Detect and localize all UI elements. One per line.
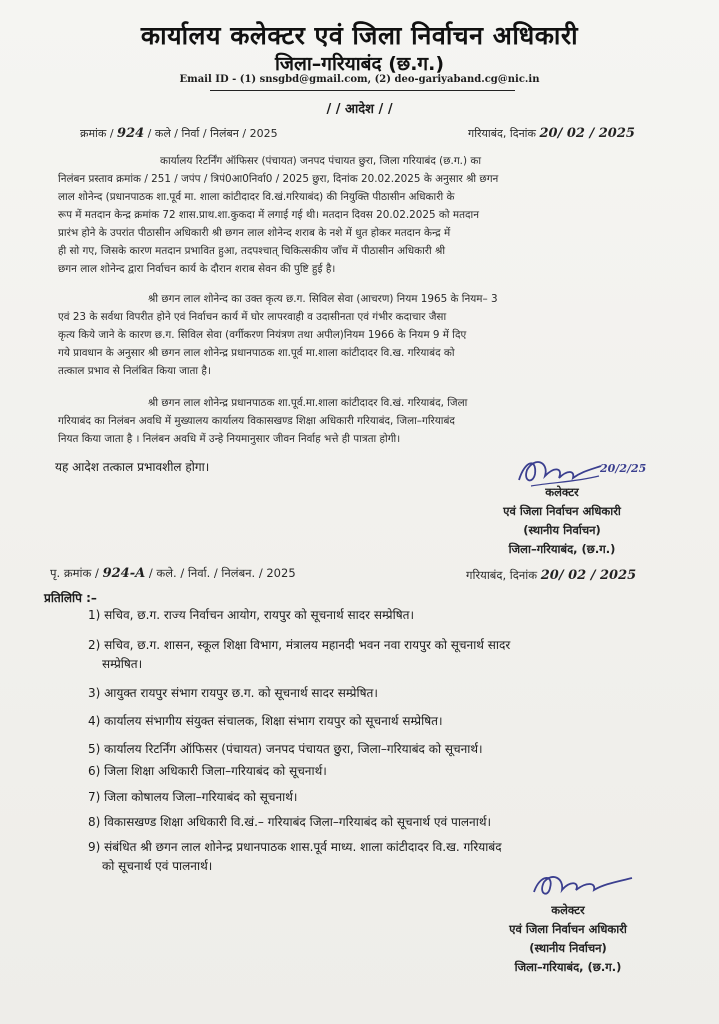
- copy-item: [88, 813, 648, 832]
- order-ref-number: 924: [117, 126, 145, 141]
- order-ref: [80, 126, 278, 141]
- signature-1-date: 20/2/25: [600, 462, 647, 475]
- signature-1-unit: (स्थानीय निर्वाचन): [523, 523, 601, 537]
- para1-line: प्रारंभ होने के उपरांत पीठासीन अधिकारी श्री छगन लाल शोनेन्द शराब के नशे में धुत होकर मतदान केन्द्र में: [58, 227, 451, 239]
- para3-line: नियत किया जाता है । निलंबन अवधि में उन्हे नियमानुसार जीवन निर्वाह भत्ते ही पात्रता होगी।: [58, 433, 401, 445]
- para1-line: ही सो गए, जिसके कारण मतदान प्रभावित हुआ, तदपश्चात् चिकित्सकीय जाँच में पीठासीन अधिकारी श्री: [58, 245, 446, 257]
- copy-item: [88, 788, 648, 807]
- para1-line: निलंबन प्रस्ताव क्रमांक / 251 / जपंप / त्रिपं0आ0निर्वा0 / 2025 छुरा, दिनांक 20.02.2025 के अनुसार श्री छगन: [58, 173, 499, 185]
- signature-2-block: [458, 901, 678, 977]
- order-ref-suffix: / कले / निर्वा / निलंबन / 2025: [147, 127, 278, 140]
- signature-1-designation: एवं जिला निर्वाचन अधिकारी: [503, 504, 621, 518]
- copy-item-text: 9) संबंधित श्री छगन लाल शोनेन्द्र प्रधानपाठक शास.पूर्व माध्य. शाला कांटीदादर वि.ख. गरियाबंद: [88, 840, 502, 854]
- copy-title: प्रतिलिपि :–: [44, 591, 97, 605]
- copy-item-text: 8) विकासखण्ड शिक्षा अधिकारी वि.खं.– गरियाबंद जिला–गरियाबंद को सूचनार्थ एवं पालनार्थ।: [88, 815, 492, 829]
- order-date-value: 20/ 02 / 2025: [539, 126, 635, 141]
- endorsement-ref: [50, 566, 296, 581]
- order-ref-prefix: क्रमांक /: [80, 127, 114, 140]
- header-divider: [210, 90, 515, 91]
- para3-line: श्री छगन लाल शोनेन्द्र प्रधानपाठक शा.पूर्व.मा.शाला कांटीदादर वि.खं. गरियाबंद, जिला: [148, 397, 468, 409]
- order-date-prefix: गरियाबंद, दिनांक: [468, 127, 536, 140]
- copy-item-text: 7) जिला कोषालय जिला–गरियाबंद को सूचनार्थ।: [88, 790, 298, 804]
- para1-line: कार्यालय रिटर्निंग ऑफिसर (पंचायत) जनपद पंचायत छुरा, जिला गरियाबंद (छ.ग.) का: [160, 155, 482, 167]
- copy-item-text: सम्प्रेषित।: [102, 657, 143, 671]
- email-line: Email ID - (1) snsgbd@gmail.com, (2) deo-gariyaband.cg@nic.in: [179, 74, 540, 85]
- copy-item-text: 2) सचिव, छ.ग. शासन, स्कूल शिक्षा विभाग, मंत्रालय महानदी भवन नवा रायपुर को सूचनार्थ सादर: [88, 638, 511, 652]
- signature-1-district: जिला–गरियाबंद, (छ.ग.): [508, 542, 616, 556]
- para2-line: श्री छगन लाल शोनेन्द का उक्त कृत्य छ.ग. सिविल सेवा (आचरण) नियम 1965 के नियम– 3: [148, 293, 498, 305]
- order-date: [468, 126, 635, 141]
- copy-item-text: 3) आयुक्त रायपुर संभाग रायपुर छ.ग. को सूचनार्थ सादर सम्प्रेषित।: [88, 686, 378, 700]
- para1-line: रूप में मतदान केन्द्र क्रमांक 72 शास.प्राथ.शा.कुकदा में लगाई गई थी। मतदान दिवस 20.02.2025 को मतदान: [58, 209, 480, 221]
- order-title: / / आदेश / /: [326, 102, 393, 117]
- copy-item: [88, 636, 648, 674]
- signature-2-designation: एवं जिला निर्वाचन अधिकारी: [509, 922, 627, 936]
- copy-item: [88, 740, 648, 759]
- copy-item-text: 4) कार्यालय संभागीय संयुक्त संचालक, शिक्षा संभाग रायपुर को सूचनार्थ सम्प्रेषित।: [88, 714, 443, 728]
- para1-line: लाल शोनेन्द (प्रधानपाठक शा.पूर्व मा. शाला कांटीदादर वि.खं.गरियाबंद) की नियुक्ति पीठासीन अधिकारी के: [58, 191, 455, 203]
- effect-line: यह आदेश तत्काल प्रभावशील होगा।: [55, 460, 210, 474]
- para1-line: छगन लाल शोनेन्द द्वारा निर्वाचन कार्य के दौरान शराब सेवन की पुष्टि हुई है।: [58, 263, 336, 275]
- copy-item: [88, 762, 648, 781]
- para2-line: तत्काल प्रभाव से निलंबित किया जाता है।: [58, 365, 211, 377]
- signature-2-scribble: [528, 868, 638, 902]
- endorsement-date-value: 20/ 02 / 2025: [540, 568, 637, 583]
- office-title: कार्यालय कलेक्टर एवं जिला निर्वाचन अधिकारी: [140, 21, 579, 50]
- signature-1-block: [452, 483, 672, 559]
- copy-item-text: 5) कार्यालय रिटर्निंग ऑफिसर (पंचायत) जनपद पंचायत छुरा, जिला–गरियाबंद को सूचनार्थ।: [88, 742, 483, 756]
- signature-1-title: कलेक्टर: [545, 485, 579, 499]
- endorsement-ref-number: 924-A: [102, 566, 146, 581]
- signature-2-title: कलेक्टर: [551, 903, 585, 917]
- copy-item: [88, 606, 648, 625]
- copy-item-text: 1) सचिव, छ.ग. राज्य निर्वाचन आयोग, रायपुर को सूचनार्थ सादर सम्प्रेषित।: [88, 608, 415, 622]
- copy-item: [88, 712, 648, 731]
- endorsement-ref-prefix: पृ. क्रमांक /: [50, 566, 99, 580]
- district-title: जिला–गरियाबंद (छ.ग.): [274, 53, 445, 75]
- endorsement-date: [466, 568, 636, 583]
- copy-item-text: को सूचनार्थ एवं पालनार्थ।: [102, 859, 213, 873]
- copy-item: [88, 684, 648, 703]
- para3-line: गरियाबंद का निलंबन अवधि में मुख्यालय कार्यालय विकासखण्ड शिक्षा अधिकारी गरियाबंद, जिला–गरियाबंद: [58, 415, 455, 427]
- endorsement-ref-suffix: / कले. / निर्वा. / निलंबन. / 2025: [148, 566, 296, 580]
- copy-item-text: 6) जिला शिक्षा अधिकारी जिला–गरियाबंद को सूचनार्थ।: [88, 764, 327, 778]
- endorsement-date-prefix: गरियाबंद, दिनांक: [466, 568, 538, 582]
- signature-2-district: जिला–गरियाबंद, (छ.ग.): [514, 960, 622, 974]
- signature-2-unit: (स्थानीय निर्वाचन): [529, 941, 607, 955]
- para2-line: एवं 23 के सर्वथा विपरीत होने एवं निर्वाचन कार्य में घोर लापरवाही व उदासीनता एवं गंभीर कदाचार जैसा: [58, 311, 447, 323]
- para2-line: गये प्रावधान के अनुसार श्री छगन लाल शोनेन्द्र प्रधानपाठक शा.पूर्व मा.शाला कांटीदादर वि.ख. गरियाबंद को: [58, 347, 455, 359]
- para2-line: कृत्य किये जाने के कारण छ.ग. सिविल सेवा (वर्गीकरण नियंत्रण तथा अपील)नियम 1966 के नियम 9 में दिए: [58, 329, 467, 341]
